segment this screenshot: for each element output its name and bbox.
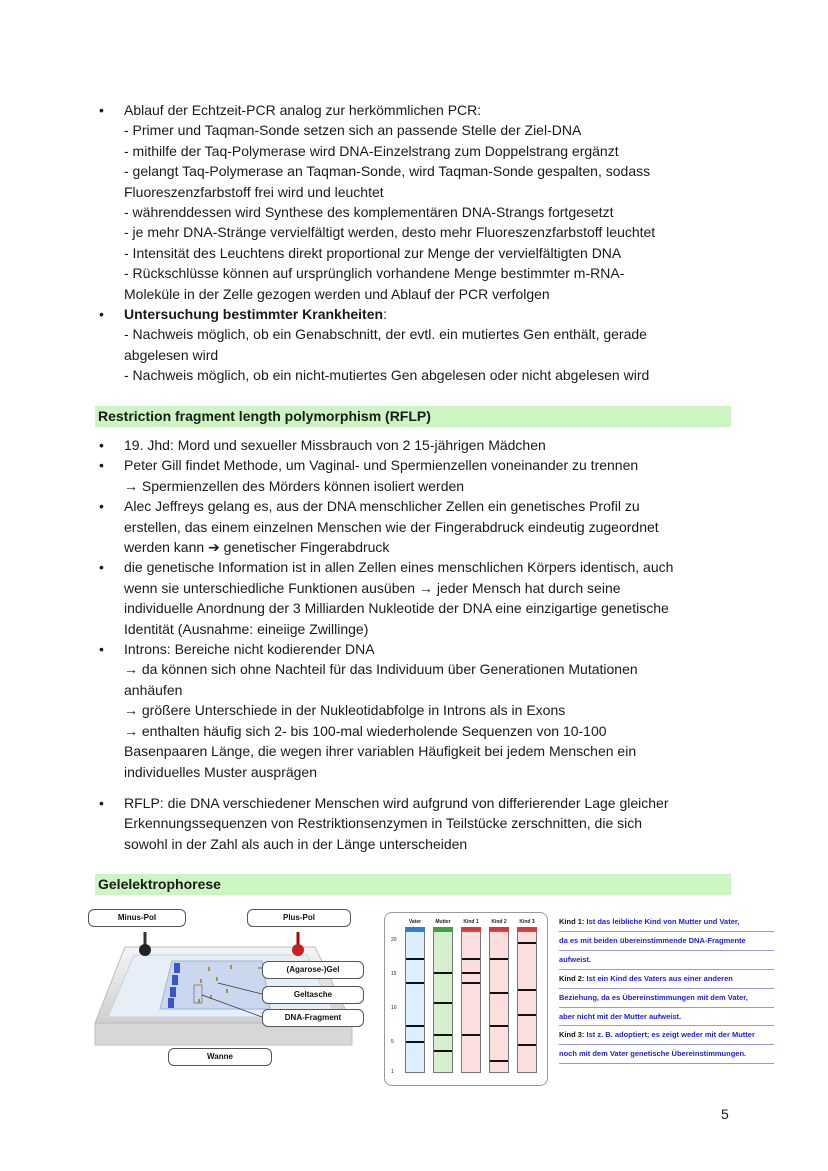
band xyxy=(490,992,508,994)
text-line: - Intensität des Leuchtens direkt proportional zur Menge der vervielfältigten DNA xyxy=(124,244,622,261)
text-line: • Introns: Bereiche nicht kodierender DNA xyxy=(124,641,375,658)
lane-mutter xyxy=(433,931,453,1073)
list-item xyxy=(99,557,739,639)
band xyxy=(462,958,480,960)
lane-header-kind2: Kind 2 xyxy=(491,919,507,925)
lane-header-mutter: Mutter xyxy=(435,919,451,925)
band xyxy=(406,1025,424,1027)
band xyxy=(518,1044,536,1046)
text-line: Basenpaaren Länge, die wegen ihrer variablen Häufigkeit bei jedem Menschen ein xyxy=(124,743,637,760)
scale-label: 5 xyxy=(391,1039,394,1045)
text-line: → enthalten häufig sich 2- bis 100-mal wiederholende Sequenzen von 10-100 xyxy=(124,722,607,739)
pcr-list xyxy=(99,100,739,386)
text-line: - währenddessen wird Synthese des komplementären DNA-Strangs fortgesetzt xyxy=(124,204,614,221)
text-line: Identität (Ausnahme: eineiige Zwillinge) xyxy=(124,620,369,637)
kind2-line: Kind 2: Ist ein Kind des Vaters aus einer anderen xyxy=(559,970,774,989)
scale-label: 1 xyxy=(391,1069,394,1075)
lane-header-kind3: Kind 3 xyxy=(519,919,535,925)
band xyxy=(462,1034,480,1036)
list-item xyxy=(99,793,739,854)
text-line: anhäufen xyxy=(124,681,183,698)
text-line: abgelesen wird xyxy=(124,346,219,363)
item-title: Untersuchung bestimmter Krankheiten xyxy=(124,306,384,323)
lane-header-kind1: Kind 1 xyxy=(463,919,479,925)
text-line: • Ablauf der Echtzeit-PCR analog zur herkömmlichen PCR: xyxy=(124,102,482,118)
band xyxy=(490,1025,508,1027)
krankheiten-item xyxy=(99,304,739,386)
list-item xyxy=(99,496,739,557)
text-line: Fluoreszenzfarbstoff frei wird und leuchtet xyxy=(124,183,384,200)
text-line: • 19. Jhd: Mord und sexueller Missbrauch von 2 15-jährigen Mädchen xyxy=(124,437,546,453)
scale-label: 20 xyxy=(391,937,397,943)
band xyxy=(518,989,536,991)
band xyxy=(434,1050,452,1052)
band xyxy=(434,1034,452,1036)
text-line: - Rückschlüsse können auf ursprünglich vorhandene Menge bestimmter m-RNA- xyxy=(124,265,625,282)
page-number: 5 xyxy=(721,1106,729,1122)
text-line: werden kann ➔ genetischer Fingerabdruck xyxy=(124,539,390,556)
list-item xyxy=(99,435,739,455)
rflp-summary-list xyxy=(99,793,739,854)
text-line: - Nachweis möglich, ob ein nicht-mutiertes Gen abgelesen oder nicht abgelesen wird xyxy=(124,367,650,384)
list-item xyxy=(99,639,739,782)
lane-vater xyxy=(405,931,425,1073)
text-line: sowohl in der Zahl als auch in der Länge unterscheiden xyxy=(124,835,468,852)
kind1-line: da es mit beiden übereinstimmende DNA-Fragmente xyxy=(559,932,774,951)
gel-heading: Gelelektrophorese xyxy=(95,874,731,895)
band xyxy=(406,958,424,960)
kind1-line: Kind 1: Ist das leibliche Kind von Mutter und Vater, xyxy=(559,913,774,932)
text-line: individuelle Anordnung der 3 Milliarden Nukleotide der DNA eine einzigartige genetische xyxy=(124,600,669,617)
kind2-line: aber nicht mit der Mutter aufweist. xyxy=(559,1008,774,1027)
rflp-heading: Restriction fragment length polymorphism (RFLP) xyxy=(95,406,731,427)
text-line: wenn sie unterschiedliche Funktionen ausüben → jeder Mensch hat durch seine xyxy=(124,579,621,596)
kind2-label: Kind 2: xyxy=(559,973,585,983)
kind1-label: Kind 1: xyxy=(559,917,585,926)
text-line: → Spermienzellen des Mörders können isoliert werden xyxy=(124,477,465,494)
label-plus-pol: Plus-Pol xyxy=(247,909,351,927)
text-line: individuelles Muster ausprägen xyxy=(124,763,317,780)
band xyxy=(434,972,452,974)
lane-kind3 xyxy=(517,931,537,1073)
label-wanne: Wanne xyxy=(168,1048,272,1066)
text-line: - je mehr DNA-Stränge vervielfältigt werden, desto mehr Fluoreszenzfarbstoff leuchtet xyxy=(124,224,656,241)
kind3-label: Kind 3: xyxy=(559,1030,585,1040)
text-line: • RFLP: die DNA verschiedener Menschen wird aufgrund von differierender Lage gleicher xyxy=(124,795,669,811)
band xyxy=(434,1002,452,1004)
lane-kind1 xyxy=(461,931,481,1073)
text-line: - gelangt Taq-Polymerase an Taqman-Sonde, wird Taqman-Sonde gespalten, sodass xyxy=(124,163,651,180)
band xyxy=(518,942,536,944)
gel-result-figure xyxy=(384,912,548,1086)
band xyxy=(406,982,424,984)
text-line: - mithilfe der Taq-Polymerase wird DNA-Einzelstrang zum Doppelstrang ergänzt xyxy=(124,142,619,159)
list-item xyxy=(99,455,739,496)
text-line: • die genetische Information ist in allen Zellen eines menschlichen Körpers identisch, auch xyxy=(124,559,674,576)
item-colon: : xyxy=(383,306,387,323)
kind3-line: noch mit dem Vater genetische Übereinstimmungen. xyxy=(559,1045,774,1064)
text-line: → da können sich ohne Nachteil für das Individuum über Generationen Mutationen xyxy=(124,661,638,678)
band xyxy=(462,982,480,984)
band xyxy=(462,972,480,974)
text-line: → größere Unterschiede in der Nukleotidabfolge in Introns als in Exons xyxy=(124,702,566,719)
text-line: • Peter Gill findet Methode, um Vaginal- und Spermienzellen voneinander zu trennen xyxy=(124,457,639,474)
text-line: - Primer und Taqman-Sonde setzen sich an passende Stelle der Ziel-DNA xyxy=(124,122,582,139)
label-minus-pol: Minus-Pol xyxy=(88,909,186,927)
lane-kind2 xyxy=(489,931,509,1073)
lane-header-vater: Vater xyxy=(408,919,422,925)
pcr-item xyxy=(99,100,739,304)
label-dna-fragment: DNA-Fragment xyxy=(262,1009,364,1027)
kind2-line: Beziehung, da es Übereinstimmungen mit dem Vater, xyxy=(559,989,774,1008)
text-line: erstellen, das einem einzelnen Menschen wie der Fingerabdruck eindeutig zugeordnet xyxy=(124,518,659,535)
band xyxy=(406,1041,424,1043)
band xyxy=(490,958,508,960)
text-line: Erkennungssequenzen von Restriktionsenzymen in Teilstücke zerschnitten, die sich xyxy=(124,815,643,832)
text-line: • Alec Jeffreys gelang es, aus der DNA menschlicher Zellen ein genetisches Profil zu xyxy=(124,498,640,515)
kind1-line: aufweist. xyxy=(559,951,774,970)
text-line: Moleküle in der Zelle gezogen werden und Ablauf der PCR verfolgen xyxy=(124,285,550,302)
scale-label: 10 xyxy=(391,1005,397,1011)
band xyxy=(518,1014,536,1016)
label-agarose-gel: (Agarose-)Gel xyxy=(262,961,364,979)
kind3-line: Kind 3: Ist z. B. adoptiert; es zeigt weder mit der Mutter xyxy=(559,1026,774,1045)
label-geltasche: Geltasche xyxy=(262,986,364,1004)
scale-label: 15 xyxy=(391,971,397,977)
electrophoresis-apparatus xyxy=(90,905,375,1070)
text-line: - Nachweis möglich, ob ein Genabschnitt, der evtl. ein mutiertes Gen enthält, gerade xyxy=(124,326,647,343)
band xyxy=(490,1060,508,1062)
rflp-list xyxy=(99,435,739,782)
kind-explanations xyxy=(559,913,774,1064)
